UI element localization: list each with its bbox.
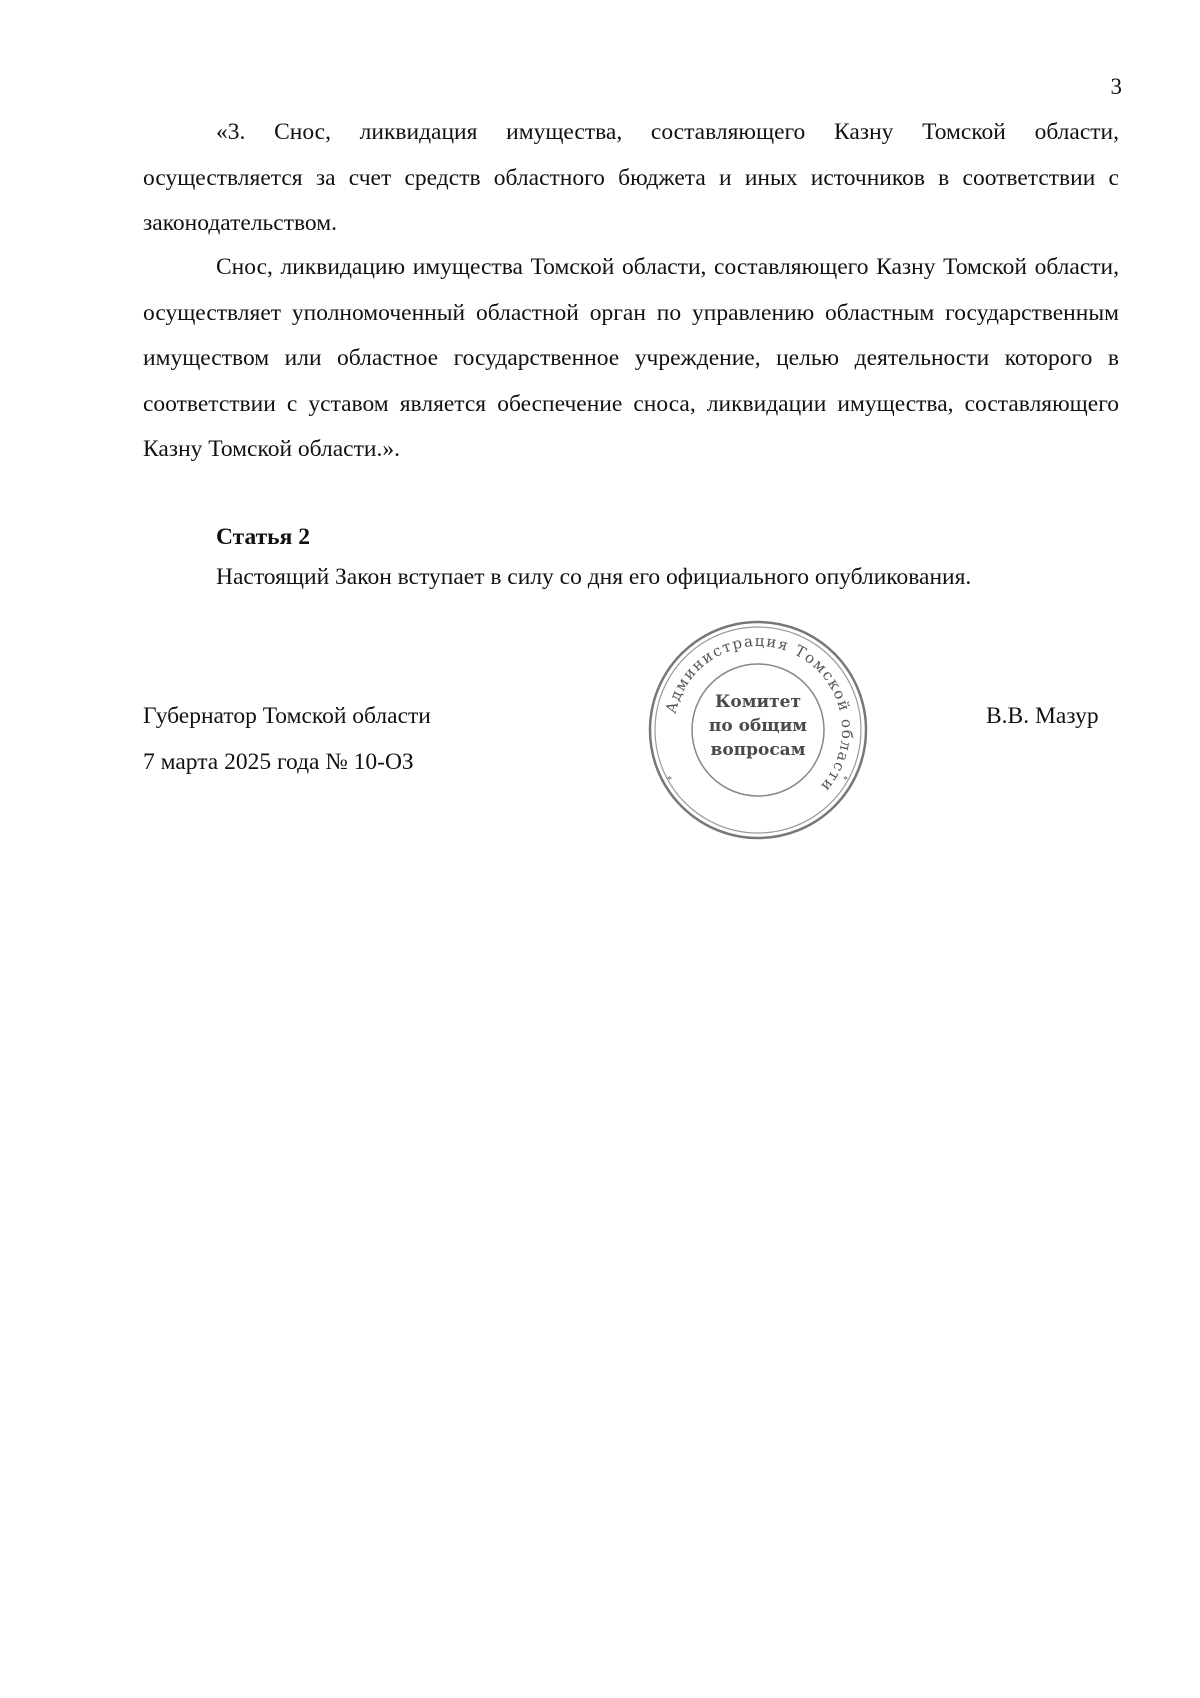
stamp-center-line-2: по общим (708, 716, 808, 736)
signature-date-number: 7 марта 2025 года № 10-ОЗ (143, 749, 414, 775)
stamp-star-left: * (667, 775, 672, 786)
stamp-star-right: * (843, 775, 848, 786)
stamp-center-line-1: Комитет (714, 692, 802, 712)
stamp-ring-text: Администрация Томской области (661, 631, 857, 797)
body-paragraph-2: Снос, ликвидацию имущества Томской области, составляющего Казну Томской области, осуществляет уполномоченный областной орган по управлению областным государственным имуществом или областное государственное учреждение, целью деятельности которого в соответствии с уставом является обеспечение сноса, ликвидации имущества, составляющего Казну Томской области.». (143, 254, 1119, 462)
official-stamp (645, 617, 871, 843)
signature-name: В.В. Мазур (986, 703, 1099, 729)
article-heading: Статья 2 (216, 524, 310, 550)
signature-position: Губернатор Томской области (143, 703, 431, 729)
body-paragraph-1: «3. Снос, ликвидация имущества, составляющего Казну Томской области, осуществляется за счет средств областного бюджета и иных источников в соответствии с законодательством. (143, 119, 1119, 236)
article-text: Настоящий Закон вступает в силу со дня его официального опубликования. (216, 564, 972, 590)
stamp-center-line-3: вопросам (710, 740, 806, 760)
page-number: 3 (1110, 74, 1122, 99)
